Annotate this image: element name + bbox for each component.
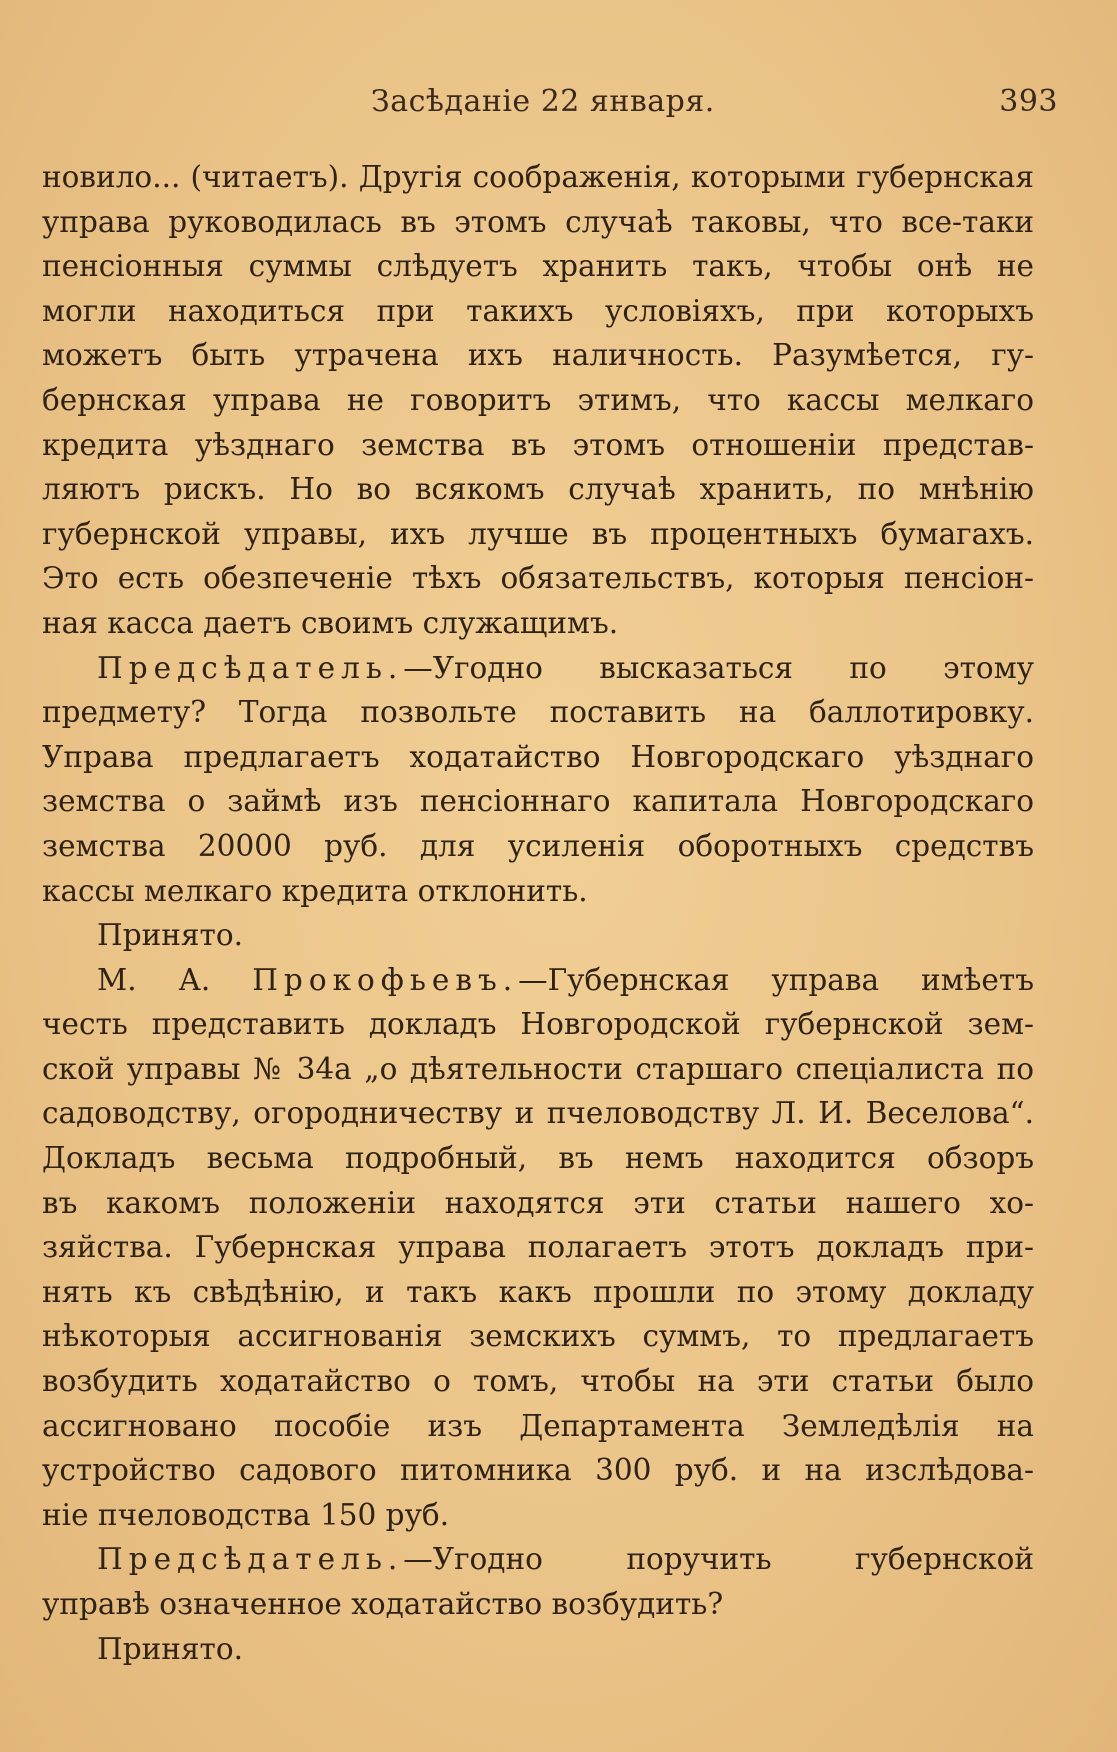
- text-line: нѣкоторыя ассигнованія земскихъ суммъ, то предлагаетъ: [42, 1319, 1034, 1354]
- speech-opening-line: [42, 958, 1034, 1003]
- text-line: новило... (читаетъ). Другія соображенія, которыми губернская: [42, 160, 1034, 194]
- speech-text: —Угодно поручить губернской: [403, 1542, 1034, 1577]
- body-text: [42, 155, 1034, 1671]
- text-line: нять къ свѣдѣнію, и такъ какъ прошли по этому докладу: [42, 1274, 1034, 1309]
- speaker-name: Прокофьевъ.: [252, 962, 519, 997]
- text-line: управа руководилась въ этомъ случаѣ таковы, что все-таки: [42, 204, 1034, 239]
- text-line: можетъ быть утрачена ихъ наличность. Разумѣется, гу-: [42, 338, 1034, 373]
- text-line: ніе пчеловодства 150 руб.: [42, 1497, 450, 1532]
- page-header: [48, 84, 1058, 124]
- running-title: Засѣданіе 22 января.: [371, 84, 715, 119]
- text-line: предмету? Тогда позвольте поставить на баллотировку.: [42, 695, 1034, 730]
- text-line: садоводству, огородничеству и пчеловодству Л. И. Веселова“.: [42, 1096, 1034, 1131]
- text-line: земства 20000 руб. для усиленія оборотныхъ средствъ: [42, 828, 1034, 863]
- text-line: кредита уѣзднаго земства въ этомъ отношеніи представ-: [42, 427, 1034, 462]
- text-line: Это есть обезпеченіе тѣхъ обязательствъ, которыя пенсіон-: [42, 561, 1034, 596]
- speaker-name: Предсѣдатель.: [97, 1542, 404, 1577]
- speech-opening-line: [42, 1537, 1034, 1582]
- resolution-accepted: Принято.: [97, 918, 244, 953]
- text-line: ная касса даетъ своимъ служащимъ.: [42, 605, 619, 640]
- text-line: управѣ означенное ходатайство возбудить?: [42, 1587, 724, 1621]
- text-line: устройство садового питомника 300 руб. и на изслѣдова-: [42, 1453, 1034, 1488]
- text-line: возбудить ходатайство о томъ, чтобы на эти статьи было: [42, 1364, 1034, 1399]
- text-line: пенсіонныя суммы слѣдуетъ хранить такъ, чтобы онѣ не: [42, 249, 1034, 284]
- text-line: Докладъ весьма подробный, въ немъ находится обзоръ: [42, 1141, 1034, 1176]
- text-line: бернская управа не говоритъ этимъ, что кассы мелкаго: [42, 382, 1034, 417]
- speech-opening-line: [42, 646, 1034, 691]
- text-line: зяйства. Губернская управа полагаетъ этотъ докладъ при-: [42, 1230, 1034, 1265]
- speech-text: —Угодно высказаться по этому: [403, 650, 1034, 685]
- resolution-accepted: Принято.: [97, 1631, 244, 1666]
- text-line: въ какомъ положеніи находятся эти статьи нашего хо-: [42, 1185, 1034, 1220]
- speaker-name: Предсѣдатель.: [97, 650, 404, 685]
- text-line: честь представить докладъ Новгородской губернской зем-: [42, 1007, 1034, 1042]
- speech-text: —Губернская управа имѣетъ: [518, 962, 1034, 997]
- text-line: земства о займѣ изъ пенсіоннаго капитала Новгородскаго: [42, 784, 1034, 819]
- text-line: ляютъ рискъ. Но во всякомъ случаѣ хранить, по мнѣнію: [42, 472, 1034, 507]
- text-line: ассигновано пособіе изъ Департамента Земледѣлія на: [42, 1408, 1034, 1443]
- text-line: кассы мелкаго кредита отклонить.: [42, 873, 588, 908]
- page-number: 393: [999, 84, 1058, 119]
- speaker-initials: М. А.: [97, 962, 211, 997]
- text-line: губернской управы, ихъ лучше въ процентныхъ бумагахъ.: [42, 516, 1034, 551]
- text-line: могли находиться при такихъ условіяхъ, при которыхъ: [42, 293, 1034, 328]
- text-line: Управа предлагаетъ ходатайство Новгородскаго уѣзднаго: [42, 739, 1034, 774]
- text-line: ской управы № 34а „о дѣятельности старшаго спеціалиста по: [42, 1051, 1034, 1086]
